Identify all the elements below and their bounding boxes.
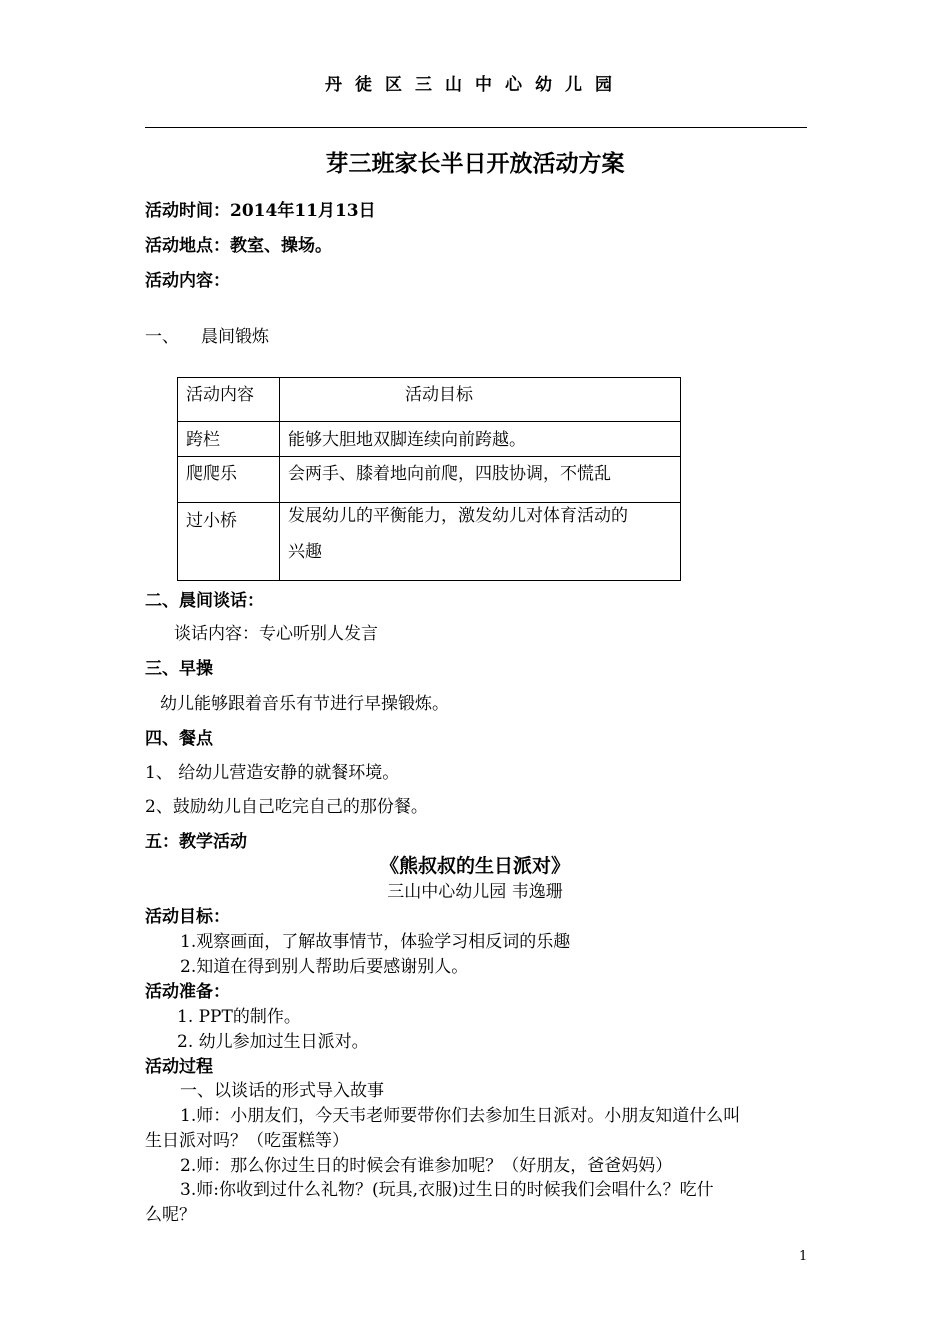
section4-title: 四、餐点 — [145, 729, 213, 749]
table-header-cell: 活动内容 — [178, 378, 280, 422]
table-cell-goal: 会两手、膝着地向前爬，四肢协调，不慌乱 — [280, 457, 681, 503]
section3-content: 幼儿能够跟着音乐有节进行早操锻炼。 — [160, 694, 449, 714]
table-header-cell: 活动目标 — [280, 378, 681, 422]
page-number: 1 — [799, 1249, 808, 1264]
header-divider — [145, 127, 807, 128]
table-row — [178, 503, 681, 581]
goal-item: 2.知道在得到别人帮助后要感谢别人。 — [180, 957, 469, 977]
prep-item: 1. PPT的制作。 — [177, 1007, 301, 1027]
table-cell-goal: 能够大胆地双脚连续向前跨越。 — [280, 422, 681, 457]
section4-item: 2、鼓励幼儿自己吃完自己的那份餐。 — [145, 797, 428, 817]
goal-item: 1.观察画面，了解故事情节，体验学习相反词的乐趣 — [180, 932, 571, 952]
activity-place: 活动地点：教室、操场。 — [145, 236, 332, 256]
section1-number: 一、 — [145, 327, 179, 347]
section1-title: 晨间锻炼 — [201, 327, 269, 347]
table-cell-goal-line: 兴趣 — [288, 542, 322, 562]
table-cell-name: 爬爬乐 — [178, 457, 280, 503]
exercise-table — [177, 377, 681, 581]
section2-content: 谈话内容：专心听别人发言 — [174, 624, 378, 644]
process-step-cont: 么呢？ — [145, 1205, 196, 1225]
table-cell-goal-line: 发展幼儿的平衡能力，激发幼儿对体育活动的 — [288, 506, 628, 526]
prep-label: 活动准备： — [145, 982, 230, 1002]
section3-title: 三、早操 — [145, 659, 213, 679]
activity-content-label: 活动内容： — [145, 271, 230, 291]
process-step-cont: 生日派对吗？（吃蛋糕等） — [145, 1131, 349, 1151]
table-cell-goal — [280, 503, 681, 581]
section5-title: 五：教学活动 — [145, 832, 247, 852]
process-step: 1.师：小朋友们，今天韦老师要带你们去参加生日派对。小朋友知道什么叫 — [180, 1106, 741, 1126]
lesson-author: 三山中心幼儿园 韦逸珊 — [387, 882, 563, 902]
process-label: 活动过程 — [145, 1057, 213, 1077]
table-row — [178, 422, 681, 457]
page-title: 芽三班家长半日开放活动方案 — [325, 150, 625, 177]
section4-item: 1、 给幼儿营造安静的就餐环境。 — [145, 763, 400, 783]
process-intro: 一、以谈话的形式导入故事 — [180, 1081, 384, 1101]
table-cell-name: 过小桥 — [178, 503, 280, 581]
goals-label: 活动目标： — [145, 907, 230, 927]
lesson-title: 《熊叔叔的生日派对》 — [379, 855, 570, 877]
activity-time: 活动时间：2014年11月13日 — [145, 201, 376, 221]
section2-title: 二、晨间谈话： — [145, 591, 264, 611]
table-header-row — [178, 378, 681, 422]
school-header: 丹徒区三山中心幼儿园 — [325, 75, 625, 95]
prep-item: 2. 幼儿参加过生日派对。 — [177, 1032, 369, 1052]
table-cell-name: 跨栏 — [178, 422, 280, 457]
table-row — [178, 457, 681, 503]
process-step: 3.师:你收到过什么礼物？(玩具,衣服)过生日的时候我们会唱什么？吃什 — [180, 1180, 714, 1200]
process-step: 2.师：那么你过生日的时候会有谁参加呢？（好朋友，爸爸妈妈） — [180, 1156, 673, 1176]
